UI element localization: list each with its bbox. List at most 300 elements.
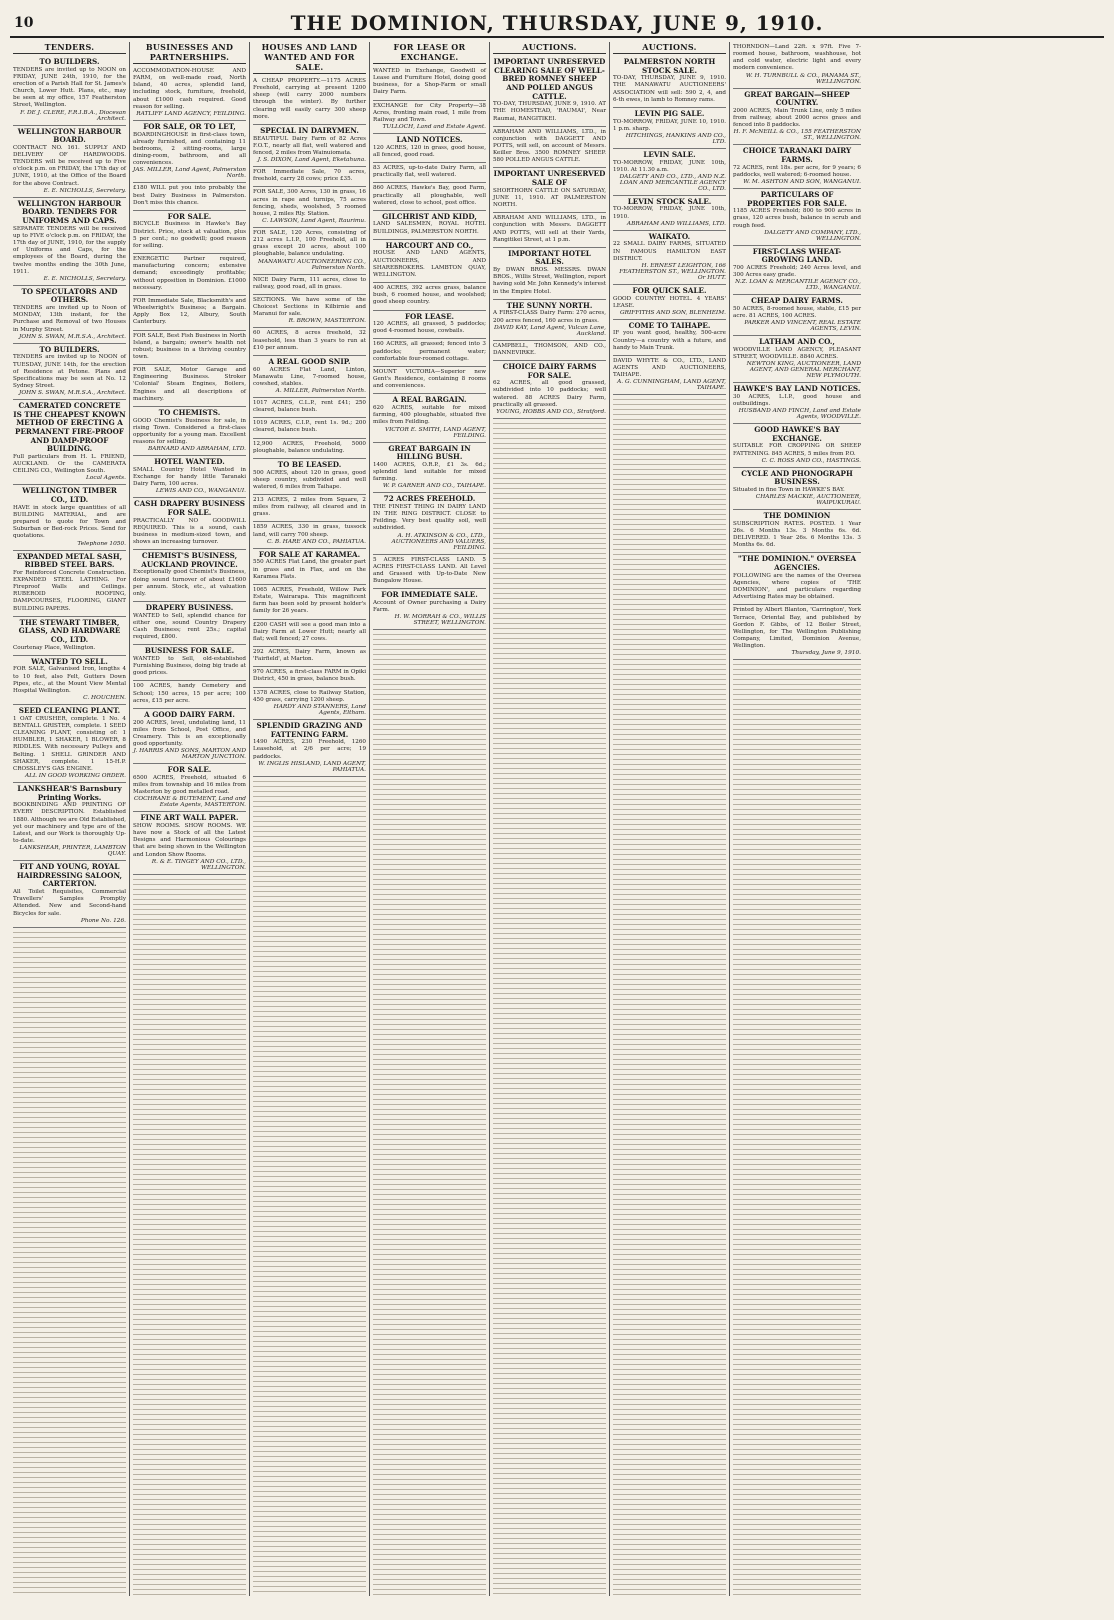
ad-signature: HITCHINGS, HANKINS AND CO., LTD.: [625, 132, 726, 145]
ad-signature: N.Z. LOAN & MERCANTILE AGENCY CO., LTD., WANGANUI.: [735, 279, 861, 292]
ad-heading: TO BUILDERS.: [39, 57, 100, 66]
ad-heading: WELLINGTON HARBOUR BOARD. TENDERS FOR UNIFORMS AND CAPS.: [17, 198, 122, 226]
ad-body: FOR SALE, Motor Garage and Engineering Business. Stroker 'Colonial' Steam Engines, Boilers, Engines and all descriptions of machinery.: [133, 367, 246, 402]
ad-body: £200 CASH will see a good man into a Dairy Farm at Lower Hutt; nearly all flat; well fenced; 27 cows.: [253, 621, 366, 642]
ad-heading: FIT AND YOUNG, ROYAL HAIRDRESSING SALOON, CARTERTON.: [16, 862, 123, 889]
ad-body: SEPARATE TENDERS will be received up to FIVE o'clock p.m. on FRIDAY, the 17th day of JUNE, 1910, for the supply of Uniforms and Caps, for the employees of the Board, during the twelve months ending the 30th June, 1911.: [13, 225, 126, 275]
ad-signature: C. C. ROSS AND CO., HASTINGS.: [761, 457, 861, 464]
ad-body: FOR SALE, 300 Acres, 130 in grass, 16 acres in rape and turnips, 75 acres fencing, sheds, woolshed, 5 roomed house, 2 miles Rly. Station.: [253, 189, 366, 217]
ad-heading: THE SUNNY NORTH.: [506, 300, 593, 310]
advertisement: [13, 551, 126, 617]
ad-body: GOOD COUNTRY HOTEL. 4 YEARS' LEASE.: [613, 295, 726, 309]
ad-body: TO-MORROW, FRIDAY, JUNE 10th, 1910.: [613, 206, 726, 220]
ad-body: 200 ACRES, level, undulating land, 11 miles from School, Post Office, and Creamery. This is an exceptionally good opportunity.: [133, 719, 246, 748]
advertisement: [493, 127, 606, 169]
advertisement: [133, 296, 246, 331]
ad-heading: SPLENDID GRAZING AND FATTENING FARM.: [256, 720, 363, 739]
ad-body: FOR Immediate Sale, Blacksmith's and Wheelwright's Business; a Bargain. Apply Box 12, Albury, South Canterbury.: [133, 297, 246, 326]
advertisement: [133, 709, 246, 764]
ad-heading: IMPORTANT HOTEL SALES.: [508, 248, 591, 267]
advertisement: [373, 283, 486, 310]
ad-signature: HARDY AND STANNERS, Land Agents, Eltham.: [273, 703, 366, 716]
advertisement: [133, 407, 246, 456]
ad-signature: PARKER AND VINCENT, REAL ESTATE AGENTS, LEVIN.: [744, 320, 861, 333]
ad-body: SUBSCRIPTION RATES. POSTED. 1 Year 26s. 6 Months 13s. 3 Months 6s. 6d. DELIVERED. 1 Year 26s. 6 Months 13s. 3 Months 6s. 6d.: [733, 520, 861, 549]
ad-signature: JAS. MILLER, Land Agent, Palmerston North.: [133, 167, 247, 180]
column-header: AUCTIONS.: [613, 42, 726, 54]
ad-heading: LANKSHEAR'S Barnsbury Printing Works.: [17, 783, 122, 802]
ad-signature: J. HARRIS AND SONS, MARTON AND MARTON JUNCTION.: [133, 748, 246, 761]
ad-body: Printed by Albert Blanton, 'Carrington', York Terrace, Oriental Bay, and published by Gordon F. Gibbs, of 12 Boiler Street, Wellington, for The Wellington Publishing Company, Limited, Dominion Avenue, Wellington.: [733, 607, 861, 650]
ad-body: TENDERS are invited up to NOON on FRIDAY, JUNE 24th, 1910, for the erection of a Parish Hall for St. James's Church, Lower Hutt. Plans, etc., may be seen at my office, 157 Featherston Street, Wellington.: [13, 66, 126, 109]
advertisement: [13, 344, 126, 400]
ad-heading: DRAPERY BUSINESS.: [145, 603, 234, 613]
advertisement: [253, 228, 366, 275]
column-7: [730, 42, 864, 1596]
ad-heading: A GOOD DAIRY FARM.: [144, 709, 235, 719]
page-title: THE DOMINION, THURSDAY, JUNE 9, 1910.: [290, 11, 824, 35]
ad-body: LAND SALESMEN, ROYAL HOTEL BUILDINGS, PALMERSTON NORTH.: [373, 221, 486, 235]
advertisement: [733, 383, 861, 424]
advertisement: [493, 341, 606, 361]
advertisement: [253, 167, 366, 187]
ad-signature: H. ERNEST LEIGHTON, 166 FEATHERSTON ST., WELLINGTON. Or HUTT.: [619, 262, 726, 281]
advertisement: [733, 424, 861, 468]
ad-body: FOR SALE, Best Fish Business in North Island, a bargain; owner's health not robust; business in a thriving country town.: [133, 332, 246, 360]
ad-heading: FOR IMMEDIATE SALE.: [381, 590, 478, 600]
advertisement: [133, 645, 246, 681]
ad-body: 6500 ACRES, Freehold, situated 6 miles from township and 16 miles from Masterton by good metalled road.: [133, 774, 246, 796]
ad-heading: THE STEWART TIMBER, GLASS, AND HARDWARE CO., LTD.: [18, 617, 121, 645]
ad-body: TO-MORROW, FRIDAY, JUNE 10, 1910. 1 p.m. sharp.: [613, 118, 726, 132]
ad-body: 62 ACRES, all good grassed, subdivided into 10 paddocks; well watered. 88 ACRES Dairy Farm, practically all grassed.: [493, 380, 606, 408]
ad-heading: FOR SALE AT KARAMEA.: [258, 549, 361, 559]
ad-signature: ALL IN GOOD WORKING ORDER.: [24, 772, 126, 779]
ad-heading: BUSINESS FOR SALE.: [144, 646, 235, 656]
advertisement: [733, 89, 861, 146]
ad-signature: ABRAHAM AND WILLIAMS, LTD.: [626, 220, 726, 227]
ad-signature: E. E. NICHOLLS, Secretary.: [43, 275, 126, 282]
ad-body: SHOW ROOMS. SHOW ROOMS. WE have now a Stock of all the Latest Designs and Harmonious Colourings that are being shown in the Wellington and London Show Rooms.: [133, 822, 246, 858]
advertisement: [373, 493, 486, 554]
column-header: FOR LEASE OR EXCHANGE.: [373, 42, 486, 64]
ad-body: TO-DAY, THURSDAY, JUNE 9, 1910. THE MANAWATU AUCTIONEERS' ASSOCIATION will sell: 590 2, 4, and 6-th ewes, in lamb to Romney rams.: [613, 75, 726, 103]
ad-body: HAVE in stock large quantities of all BUILDING MATERIAL, and are prepared to quote for Town and Suburban or Bed-rock Prices. Send for quotations.: [13, 504, 126, 540]
ad-body: Situated in fine Town in HAWKE'S BAY.: [733, 487, 845, 494]
ad-heading: SEED CLEANING PLANT.: [18, 706, 121, 716]
advertisement: [733, 553, 861, 605]
page-number: 10: [14, 15, 34, 31]
ad-body: 500 ACRES, about 120 in grass, good sheep country, subdivided and well watered, 6 miles from Taihape.: [253, 469, 366, 490]
column-4: [370, 42, 490, 1596]
ad-body: 100 ACRES, handy Cemetery and School; 150 acres, 15 per acre; 100 acres, £15 per acre.: [133, 683, 246, 704]
ad-body: 700 ACRES Freehold; 240 Acres level, and 300 Acres easy grade.: [733, 265, 861, 279]
advertisement: [373, 240, 486, 283]
advertisement: [253, 418, 366, 438]
ad-signature: R. BROWN, MASTERTON.: [288, 318, 366, 325]
ad-heading: FOR SALE.: [167, 211, 212, 221]
advertisement: [613, 231, 726, 285]
ad-body: ENERGETIC Partner required, manufacturing concern; extensive demand; exceedingly profitable; without opposition in Dominion. £1000 necessary.: [133, 256, 246, 291]
advertisement: [133, 812, 246, 874]
ad-body: A FIRST-CLASS Dairy Farm: 270 acres, 200 acres fenced, 160 acres in grass.: [493, 310, 606, 324]
ad-heading: GILCHRIST AND KIDD,: [382, 211, 477, 221]
advertisement: [253, 688, 366, 720]
ad-signature: BARNARD AND ABRAHAM, LTD.: [147, 446, 246, 453]
ad-heading: HAWKE'S BAY LAND NOTICES.: [733, 384, 861, 394]
ad-body: 83 ACRES, up-to-date Dairy Farm, all practically flat, well watered.: [373, 165, 486, 179]
advertisement: [733, 295, 861, 336]
ad-signature: A. G. CUNNINGHAM, LAND AGENT, TAIHAPE.: [617, 379, 726, 392]
ad-signature: VICTOR E. SMITH, LAND AGENT, FEILDING.: [384, 426, 486, 439]
advertisement: [13, 485, 126, 550]
ad-signature: COCHRANE & BUTEMENT, Land and Estate Agents, MASTERTON.: [133, 796, 246, 809]
advertisement: [133, 254, 246, 296]
ad-signature: Thursday, June 9, 1910.: [791, 650, 861, 657]
ad-heading: WELLINGTON HARBOUR BOARD.: [17, 126, 122, 145]
ad-body: DAVID WHYTE & CO., LTD., LAND AGENTS AND AUCTIONEERS, TAIHAPE.: [613, 357, 726, 379]
ad-body: TENDERS are invited up to Noon of MONDAY, 13th instant, for the Purchase and Removal of two Houses in Murphy Street.: [13, 305, 126, 333]
advertisement: [253, 398, 366, 418]
advertisement: [253, 459, 366, 495]
advertisement: [133, 602, 246, 645]
ad-heading: CAMERATED CONCRETE IS THE CHEAPEST KNOWN METHOD OF ERECTING A PERMANENT FIRE-PROOF AND DAMP-PROOF BUILDING.: [13, 401, 126, 454]
advertisement: [373, 66, 486, 101]
advertisement: [253, 585, 366, 620]
advertisement: [13, 617, 126, 656]
ad-body: Courtenay Place, Wellington.: [13, 644, 96, 651]
advertisement: [613, 149, 726, 196]
ad-body: EXCHANGE for City Property—38 Acres, fronting main road, 1 mile from Railway and Town.: [373, 102, 486, 123]
advertisement: [253, 620, 366, 647]
advertisement: [133, 365, 246, 407]
advertisement: [493, 168, 606, 213]
advertisement: [253, 76, 366, 125]
ad-signature: J. S. DIXON, Land Agent, Eketahuna.: [257, 157, 366, 164]
masthead: [10, 10, 1104, 38]
ad-signature: E. E. NICHOLLS, Secretary.: [43, 187, 126, 194]
advertisement: [493, 213, 606, 248]
ad-heading: THE DOMINION: [763, 511, 831, 521]
ad-body: 1 OAT CRUSHER, complete. 1 No. 4 BENTALL GRISTER, complete. 1 SEED CLEANING PLANT, consisting of: 1 HUMBLER, 1 SHAKER, 1 BLOWER, 8 RIDDLES. With necessary Pulleys and Belting. 1 SHELL GRINDER AND SHAKER, complete. 1 15-H.P. CROSSLEY'S GAS ENGINE.: [13, 715, 126, 772]
ad-heading: EXPANDED METAL SASH, RIBBED STEEL BARS.: [16, 551, 123, 570]
ad-signature: H. F. McNEILL & CO., 155 FEATHERSTON ST., WELLINGTON.: [733, 129, 861, 142]
ad-heading: 72 ACRES FREEHOLD.: [383, 494, 476, 504]
advertisement: [373, 163, 486, 183]
ad-body: 620 ACRES, suitable for mixed farming, 400 ploughable, situated five miles from Feilding.: [373, 405, 486, 426]
ad-body: 550 ACRES Flat Land, the greater part in grass and in Flax, and on the Karamea Flats.: [253, 559, 366, 580]
advertisement: [253, 720, 366, 777]
ad-body: BOOKBINDING AND PRINTING OF EVERY DESCRIPTION. Established 1880. Although we are Old Established, yet our machinery and type are of the Latest, and our Work is thoroughly Up-to-date.: [13, 802, 126, 845]
ad-body: PRACTICALLY NO GOODWILL REQUIRED. This is a sound, cash business in medium-sized town, and shows an increasing turnover.: [133, 517, 246, 546]
advertisement: [253, 187, 366, 228]
advertisement: [253, 275, 366, 295]
advertisement: [253, 549, 366, 585]
ad-body: 60 ACRES Flat Land, Linton, Manawatu Line, 7-roomed house, cowshed, stables.: [253, 366, 366, 387]
ad-body: CAMPBELL, THOMSON, AND CO., DANNEVIRKE.: [493, 342, 606, 356]
ad-body: FOR SALE, 120 Acres, consisting of 212 acres L.I.P., 100 Freehold, all in grass except 20 acres, about 100 ploughable, balance undulating.: [253, 229, 366, 258]
ad-body: 1019 ACRES, C.I.P., rent 1s. 9d.; 200 cleared, balance bush.: [253, 420, 366, 434]
ad-heading: LAND NOTICES.: [396, 135, 463, 145]
ad-heading: GOOD HAWKE'S BAY EXCHANGE.: [754, 425, 840, 443]
ad-body: 292 ACRES, Dairy Farm, known as 'Fairfield', at Marton.: [253, 649, 366, 663]
ad-body: SMALL Country Hotel Wanted in Exchange for handy little Taranaki Dairy Farm, 100 acres.: [133, 466, 246, 488]
ad-signature: W. M. ASHTON AND SON, WANGANUI.: [743, 178, 861, 185]
advertisement: [373, 367, 486, 394]
newspaper-page: [10, 10, 1104, 1600]
ad-signature: C. B. HARE AND CO., PAHIATUA.: [266, 538, 366, 545]
advertisement: [253, 667, 366, 687]
advertisement: [13, 198, 126, 286]
ad-body: 400 ACRES, 392 acres grass, balance bush, 6 roomed house, and woolshed; good sheep country.: [373, 285, 486, 306]
ad-body: BICYCLE Business in Hawke's Bay District. Price, stock at valuation, plus 5 per cent.; no goodwill; good reason for selling.: [133, 221, 246, 249]
ad-signature: LANKSHEAR, PRINTER, LAMBTON QUAY.: [19, 845, 126, 858]
ad-body: FOR SALE, Galvanised Iron, lengths 4 to 10 feet, also Felt, Gutters Down Pipes, etc., at the Mount View Mental Hospital Wellington.: [13, 666, 126, 694]
column-2: [130, 42, 250, 1596]
ad-heading: A REAL BARGAIN.: [392, 395, 467, 405]
ad-signature: C. HOUCHEN.: [83, 695, 126, 702]
ad-signature: HUSBAND AND FINCH, Land and Estate Agents, WOODVILLE.: [738, 408, 861, 421]
ad-body: WANTED to Sell, splendid chance for either one, sound Country Drapery Cash Business; rent 25s.; capital required, £800.: [133, 612, 246, 641]
advertisement: [733, 145, 861, 189]
ad-heading: TO BE LEASED.: [277, 459, 342, 469]
ad-heading: CASH DRAPERY BUSINESS FOR SALE.: [134, 499, 245, 517]
ad-body: SUITABLE FOR CROPPING OR SHEEP FATTENING. 845 ACRES, 5 miles from P.O.: [733, 443, 861, 457]
ad-signature: LEWIS AND CO., WANGANUI.: [155, 488, 246, 495]
ad-body: CONTRACT NO. 161. SUPPLY AND DELIVERY OF HARDWOODS. TENDERS will be received up to Five o'clock p.m. on FRIDAY, the 17th day of JUNE, 1910, at the Office of the Board for the above Contract.: [13, 144, 126, 187]
column-6: [610, 42, 730, 1596]
advertisement: [133, 66, 246, 121]
advertisement: [373, 555, 486, 590]
ad-body: 120 ACRES, all grassed, 5 paddocks; good 4-roomed house, cowbails.: [373, 321, 486, 335]
advertisement: [733, 510, 861, 553]
ad-signature: DALGETY AND CO., LTD., AND N.Z. LOAN AND MERCANTILE AGENCY CO., LTD.: [619, 173, 726, 192]
ad-body: Account of Owner purchasing a Dairy Farm.: [373, 599, 486, 613]
column-fill: [373, 630, 486, 1596]
ad-body: SHORTHORN CATTLE ON SATURDAY, JUNE 11, 1910. AT PALMERSTON NORTH.: [493, 187, 606, 209]
ad-body: MOUNT VICTORIA—Superior new Gent's Residence, containing 8 rooms and conveniences.: [373, 368, 486, 390]
advertisement: [253, 439, 366, 459]
ad-heading: WANTED TO SELL.: [31, 656, 108, 666]
ad-body: All Toilet Requisites, Commercial Travellers' Samples Promptly Attended. New and Second-hand Bicycles for sale.: [13, 889, 126, 917]
ad-signature: W. P. GARNER AND CO., TAIHAPE.: [382, 483, 486, 490]
ad-body: ABRAHAM AND WILLIAMS, LTD., in conjunction with Messrs. DAGGETT AND POTTS, will sell at their Yards, Rangitikei Street, at 1 p.m.: [493, 215, 606, 243]
ad-signature: A. H. ATKINSON & CO., LTD., AUCTIONEERS AND VALUERS, FEILDING.: [391, 532, 486, 551]
advertisement: [253, 328, 366, 355]
ad-body: TO-DAY, THURSDAY, JUNE 9, 1910. AT THE HOMESTEAD, 'RAUMAI', Near Raumai, RANGITIKEI.: [493, 101, 606, 122]
advertisement: [133, 550, 246, 602]
column-fill: [733, 660, 861, 1596]
ad-body: GOOD Chemist's Business for sale, in rising Town. Considered a first-class opportunity for a young man. Excellent reasons for selling.: [133, 417, 246, 446]
ad-body: 50 ACRES, 8-roomed house, stable, £15 per acre. 81 ACRES, 100 ACRES.: [733, 305, 861, 320]
advertisement: [613, 285, 726, 320]
ad-body: WANTED to Sell, old-established Furnishing Business, doing big trade at good prices.: [133, 656, 246, 677]
ad-body: 2000 ACRES, Main Trunk Line, only 5 miles from railway, about 2000 acres grass and fenced into 8 paddocks.: [733, 107, 861, 129]
ad-body: 72 ACRES, rent 18s. per acre, for 9 years; 6 paddocks, well watered; 6-roomed house.: [733, 164, 861, 178]
ad-heading: SPECIAL IN DAIRYMEN.: [260, 125, 359, 135]
ad-signature: DAVID KAY, Land Agent, Vulcan Lane, Auckland.: [494, 324, 606, 337]
advertisement: [733, 468, 861, 510]
ad-body: BEAUTIFUL Dairy Farm of 82 Acres F.O.T., nearly all flat, well watered and fenced, 2 miles from Wainuiomata.: [253, 135, 366, 156]
ad-body: 1859 ACRES, 330 in grass, tussock land, will carry 700 sheep.: [253, 524, 366, 538]
ad-heading: IMPORTANT UNRESERVED CLEARING SALE OF WELL-BRED ROMNEY SHEEP AND POLLED ANGUS CATTLE.: [493, 57, 606, 101]
advertisement: [613, 108, 726, 149]
ad-body: 30 ACRES, L.I.P., good house and outbuildings.: [733, 393, 861, 408]
ad-body: THE FINEST THING IN DAIRY LAND IN THE RING DISTRICT. CLOSE to Feilding. Very best quality soil, well subdivided.: [373, 503, 486, 532]
ad-body: IF you want good, healthy, 500-acre Country—a country with a future, and handy to Main Trunk.: [613, 330, 726, 351]
advertisement: [373, 443, 486, 494]
advertisement: [133, 121, 246, 183]
advertisement: [13, 861, 126, 928]
ad-signature: NEWTON KING, AUCTIONEER, LAND AGENT, AND GENERAL MERCHANT, NEW PLYMOUTH.: [746, 361, 861, 380]
ad-body: ACCOMMODATION-HOUSE AND FARM, on well-made road, North Island, 40 acres, splendid land, including stock, furniture, freehold, about £1000 cash required. Good reason for selling.: [133, 68, 246, 110]
advertisement: [493, 56, 606, 127]
ad-body: A CHEAP PROPERTY.—1175 ACRES Freehold, carrying at present 1200 sheep (will carry 2000 numbers through the winter). By further clearing will easily carry 300 sheep more.: [253, 78, 366, 120]
advertisement: [253, 295, 366, 328]
columns: [10, 42, 1104, 1596]
advertisement: [733, 42, 861, 89]
advertisement: [373, 101, 486, 134]
column-fill: [133, 875, 246, 1596]
column-5: [490, 42, 610, 1596]
advertisement: [373, 183, 486, 210]
advertisement: [493, 248, 606, 300]
advertisement: [13, 783, 126, 861]
ad-body: THORNDON—Land 22ft. x 97ft. Five 7-roomed house, bathroom, washhouse, hot and cold water, electric light and every modern convenience.: [733, 44, 861, 72]
ad-signature: Phone No. 126.: [80, 917, 126, 924]
ad-body: 1017 ACRES, C.L.P., rent £41; 250 cleared, balance bush.: [253, 399, 366, 414]
ad-heading: CHEAP DAIRY FARMS.: [751, 296, 843, 306]
ad-heading: FOR QUICK SALE.: [632, 285, 707, 295]
ad-body: WOODVILLE LAND AGENCY, PLEASANT STREET, WOODVILLE. 8840 ACRES.: [733, 346, 861, 361]
ad-body: 970 ACRES, a first-class FARM in Opiki District, 450 in grass, balance bush.: [253, 669, 366, 683]
ad-heading: LEVIN PIG SALE.: [634, 108, 705, 118]
advertisement: [133, 764, 246, 812]
ad-body: ABRAHAM AND WILLIAMS, LTD., in conjunction with DAGGETT AND POTTS, will sell, on account of Messrs. Keiller Bros. 3500 ROMNEY SHEEP. 580 POLLED ANGUS CATTLE.: [493, 128, 606, 164]
ad-body: 22 SMALL DAIRY FARMS, SITUATED IN FAMOUS HAMILTON EAST DISTRICT.: [613, 241, 726, 262]
advertisement: [13, 56, 126, 126]
ad-signature: H. W. MORRAH & CO., WILLIS STREET, WELLINGTON.: [394, 614, 486, 627]
ad-heading: A REAL GOOD SNIP.: [268, 356, 351, 366]
advertisement: [373, 394, 486, 442]
ad-heading: LEVIN STOCK SALE.: [627, 196, 712, 206]
ad-heading: LATHAM AND CO.,: [759, 337, 835, 347]
ad-body: 1185 ACRES Freehold; 800 to 900 acres in grass, 120 acres bush, balance in scrub and rough feed.: [733, 208, 861, 229]
ad-signature: RATLIFF LAND AGENCY, FEILDING.: [136, 110, 246, 117]
ad-body: SECTIONS. We have some of the Choicest Sections in Kilbirnie and Maranui for sale.: [253, 296, 366, 318]
advertisement: [613, 320, 726, 356]
ad-heading: CHEMIST'S BUSINESS, AUCKLAND PROVINCE.: [141, 551, 238, 569]
ad-heading: FOR SALE.: [167, 765, 212, 775]
advertisement: [373, 211, 486, 240]
ad-heading: FOR SALE, OR TO LET,: [143, 121, 236, 131]
ad-signature: JOHN S. SWAN, M.R.S.A., Architect.: [19, 390, 126, 397]
ad-heading: FIRST-CLASS WHEAT-GROWING LAND.: [752, 246, 842, 265]
advertisement: [253, 647, 366, 667]
ad-body: For Reinforced Concrete Construction. EXPANDED STEEL LATHING. For Fireproof Walls and Ceilings. RUBEROID ROOFING, DAMPCOURSES, FLOORING, GIANT BUILDING PAPERS.: [13, 569, 126, 612]
ad-heading: LEVIN SALE.: [643, 149, 696, 159]
ad-body: 1378 ACRES, close to Railway Station, 450 grass, carrying 1200 sheep.: [253, 689, 366, 703]
advertisement: [253, 356, 366, 398]
ad-body: FOR Immediate Sale, 70 acres, freehold, carry 28 cows; price £35.: [253, 169, 366, 183]
advertisement: [733, 246, 861, 296]
ad-signature: MANAWATU AUCTIONEERING CO., Palmerston North.: [258, 258, 366, 271]
advertisement: [613, 196, 726, 231]
ad-signature: GRIFFITHS AND SON, BLENHEIM.: [620, 309, 726, 316]
ad-signature: R. & E. TINGEY AND CO., LTD., WELLINGTON.: [151, 858, 246, 871]
advertisement: [13, 400, 126, 485]
advertisement: [133, 183, 246, 210]
ad-body: By DWAN BROS. MESSRS. DWAN BROS., Willis Street, Wellington, report having sold Mr. John Kennedy's interest in the Empire Hotel.: [493, 267, 607, 295]
column-header: TENDERS.: [13, 42, 126, 54]
ad-signature: F. DE J. CLERE, F.R.I.B.A., Diocesan Architect.: [20, 109, 126, 122]
ad-body: WANTED in Exchange, Goodwill of Lease and Furniture Hotel, doing good business, for a Shop-Farm or small Dairy Farm.: [373, 68, 486, 96]
column-fill: [13, 928, 126, 1596]
ad-heading: PARTICULARS OF PROPERTIES FOR SALE.: [747, 189, 847, 208]
advertisement: [373, 339, 486, 366]
ad-body: £180 WILL put you into probably the best Dairy Business in Palmerston. Don't miss this chance.: [133, 185, 246, 206]
ad-heading: HARCOURT AND CO.,: [385, 240, 474, 250]
ad-body: 1065 ACRES, Freehold, Willow Park Estate, Wairarapa. This magnificent farm has been sold by present holder's family for 26 years.: [253, 586, 366, 615]
ad-heading: TO BUILDERS.: [39, 344, 100, 354]
ad-body: TENDERS are invited up to NOON of TUESDAY, JUNE 14th, for the erection of Residence at Petone. Plans and Specifications may be seen at No. 12 Sydney Street.: [13, 354, 126, 389]
ad-signature: C. LAWSON, Land Agent, Raurimu.: [262, 217, 366, 224]
ad-body: 12,900 ACRES, Freehold, 5000 ploughable, balance undulating.: [253, 440, 366, 454]
column-header: BUSINESSES AND PARTNERSHIPS.: [133, 42, 246, 64]
advertisement: [13, 705, 126, 783]
ad-signature: YOUNG, HOBBS AND CO., Stratford.: [496, 408, 606, 415]
advertisement: [493, 300, 606, 341]
column-fill: [493, 419, 606, 1596]
advertisement: [133, 211, 246, 254]
advertisement: [733, 189, 861, 246]
column-1: [10, 42, 130, 1596]
ad-signature: Telephone 1050.: [77, 540, 126, 547]
advertisement: [373, 589, 486, 630]
ad-heading: IMPORTANT UNRESERVED SALE OF: [493, 169, 606, 188]
ad-body: NICE Dairy Farm, 111 acres, close to railway, good road, all in grass.: [253, 276, 366, 290]
column-header: AUCTIONS.: [493, 42, 606, 54]
advertisement: [613, 356, 726, 395]
ad-body: 213 ACRES, 2 miles from Square, 2 miles from railway, all cleared and in grass.: [253, 497, 366, 518]
advertisement: [133, 456, 246, 498]
ad-signature: CHARLES MACKIE, AUCTIONEER, WAIPUKURAU.: [755, 494, 861, 507]
ad-body: 860 ACRES, Hawke's Bay, good Farm, practically all ploughable, well watered, close to school, post office.: [373, 185, 486, 206]
column-header: HOUSES AND LAND WANTED AND FOR SALE.: [253, 42, 366, 74]
ad-signature: Local Agents.: [86, 475, 126, 482]
advertisement: [253, 125, 366, 167]
ad-body: Exceptionally good Chemist's Business, doing sound turnover of about £1600 per annum. Stock, etc., at valuation only.: [133, 569, 246, 597]
advertisement: [13, 656, 126, 705]
ad-heading: CHOICE DAIRY FARMS FOR SALE.: [502, 362, 597, 380]
advertisement: [733, 605, 861, 660]
ad-body: 5 ACRES FIRST-CLASS LAND. 5 ACRES FIRST-CLASS LAND. All Level and Grassed with Up-to-Date New Bungalow House.: [373, 556, 486, 584]
advertisement: [373, 134, 486, 163]
ad-signature: TULLOCH, Land and Estate Agent.: [382, 124, 486, 131]
advertisement: [373, 311, 486, 340]
advertisement: [133, 498, 246, 550]
ad-heading: GREAT BARGAIN IN HILLING BUSH.: [388, 443, 471, 462]
advertisement: [13, 286, 126, 344]
advertisement: [253, 495, 366, 522]
ad-body: TO-MORROW, FRIDAY, JUNE 10th, 1910. At 11.30 a.m.: [613, 159, 726, 173]
ad-body: 1400 ACRES, O.R.P., £1 3s. 6d.; splendid land suitable for mixed farming.: [373, 461, 486, 483]
ad-heading: HOTEL WANTED.: [154, 457, 225, 467]
ad-heading: CHOICE TARANAKI DAIRY FARMS.: [742, 146, 852, 165]
ad-heading: FINE ART WALL PAPER.: [140, 813, 239, 823]
advertisement: [733, 336, 861, 383]
ad-heading: "THE DOMINION." OVERSEA AGENCIES.: [737, 554, 857, 573]
